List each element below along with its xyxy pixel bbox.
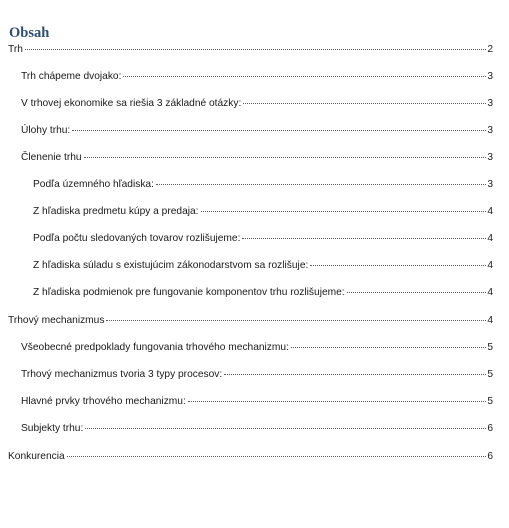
toc-dot-leader (242, 237, 486, 239)
toc-entry-label: Trh chápeme dvojako: (21, 71, 122, 82)
toc-entry-label: Subjekty trhu: (21, 423, 84, 434)
toc-entry-label: Členenie trhu (21, 152, 82, 163)
toc-dot-leader (243, 102, 486, 104)
toc-dot-leader (156, 183, 486, 185)
toc-page-number: 4 (487, 287, 493, 298)
toc-page-number: 4 (487, 260, 493, 271)
toc-dot-leader (291, 346, 486, 348)
toc-page-number: 6 (487, 451, 493, 462)
toc-entry-label: Hlavné prvky trhového mechanizmu: (21, 396, 186, 407)
toc-entry-clenenie-trhu[interactable] (21, 151, 493, 165)
toc-entry-label: Z hľadiska predmetu kúpy a predaja: (33, 206, 199, 217)
toc-entry-uzemne-hladisko[interactable] (33, 178, 493, 192)
toc-dot-leader (188, 400, 487, 402)
toc-entry-konkurencia[interactable] (8, 450, 493, 464)
toc-page-number: 4 (487, 206, 493, 217)
toc-dot-leader (72, 129, 486, 131)
toc-entry-pocet-tovarov[interactable] (33, 232, 493, 246)
toc-entry-podmienky-fungovania[interactable] (33, 286, 493, 300)
toc-entry-label: Konkurencia (8, 451, 65, 462)
toc-page-number: 2 (487, 44, 493, 55)
toc-page-number: 4 (487, 233, 493, 244)
toc-entry-trh[interactable] (8, 43, 493, 57)
toc-entry-zakladne-otazky[interactable] (21, 97, 493, 111)
toc-entry-label: V trhovej ekonomike sa riešia 3 základné otázky: (21, 98, 242, 109)
toc-page-number: 5 (487, 396, 493, 407)
toc-page-number: 3 (487, 179, 493, 190)
toc-dot-leader (347, 291, 487, 293)
toc-dot-leader (84, 156, 487, 158)
toc-entry-label: Úlohy trhu: (21, 125, 71, 136)
toc-dot-leader (67, 455, 487, 457)
toc-entry-label: Z hľadiska podmienok pre fungovanie komponentov trhu rozlišujeme: (33, 287, 345, 298)
toc-entry-label: Všeobecné predpoklady fungovania trhového mechanizmu: (21, 342, 289, 353)
toc-entry-label: Podľa územného hľadiska: (33, 179, 154, 190)
toc-entry-trh-chapeme[interactable] (21, 70, 493, 84)
toc-dot-leader (310, 264, 486, 266)
toc-entry-label: Trh (8, 44, 23, 55)
toc-dot-leader (25, 48, 486, 50)
toc-entry-typy-procesov[interactable] (21, 368, 493, 382)
toc-entry-trhovy-mechanizmus[interactable] (8, 314, 493, 328)
toc-page-number: 5 (487, 369, 493, 380)
toc-entry-zakonodarstvo[interactable] (33, 259, 493, 273)
toc-dot-leader (224, 373, 486, 375)
toc-page-number: 3 (487, 152, 493, 163)
toc-page-number: 6 (487, 423, 493, 434)
toc-dot-leader (201, 210, 487, 212)
toc-entry-ulohy-trhu[interactable] (21, 124, 493, 138)
toc-page-number: 3 (487, 71, 493, 82)
toc-entry-label: Z hľadiska súladu s existujúcim zákonodarstvom sa rozlišuje: (33, 260, 309, 271)
toc-dot-leader (85, 427, 486, 429)
toc-title: Obsah (9, 25, 50, 41)
toc-page-number: 4 (487, 315, 493, 326)
toc-page-number: 3 (487, 125, 493, 136)
toc-entry-label: Trhový mechanizmus (8, 315, 105, 326)
toc-entry-predmet-kupy[interactable] (33, 205, 493, 219)
toc-entry-subjekty-trhu[interactable] (21, 422, 493, 436)
toc-entry-label: Podľa počtu sledovaných tovarov rozlišujeme: (33, 233, 241, 244)
toc-entry-vseobecne-predpoklady[interactable] (21, 341, 493, 355)
toc-dot-leader (123, 75, 486, 77)
toc-page-number: 3 (487, 98, 493, 109)
toc-entry-label: Trhový mechanizmus tvoria 3 typy procesov: (21, 369, 223, 380)
toc-entry-hlavne-prvky[interactable] (21, 395, 493, 409)
toc-page-number: 5 (487, 342, 493, 353)
toc-dot-leader (106, 319, 486, 321)
